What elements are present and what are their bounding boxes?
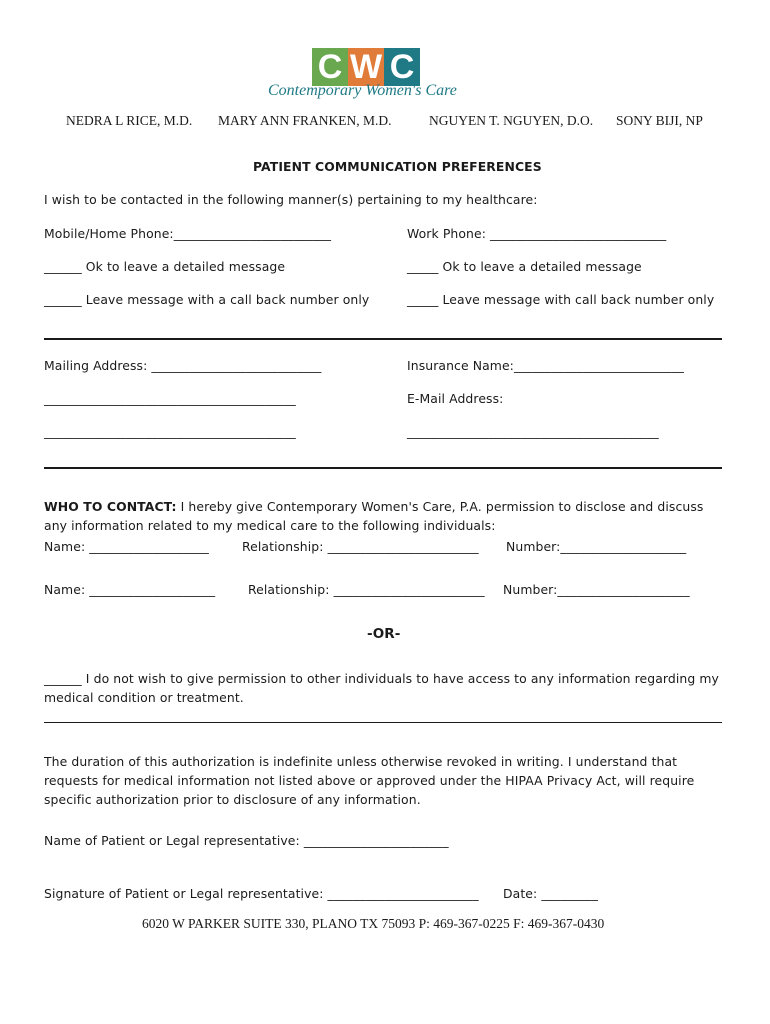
contact-1-name-field[interactable]: Name: ___________________ xyxy=(44,539,209,554)
signature-field[interactable]: Signature of Patient or Legal representative: ________________________ xyxy=(44,886,479,901)
intro-text: I wish to be contacted in the following manner(s) pertaining to my healthcare: xyxy=(44,192,538,207)
work-detailed-message-option[interactable]: _____ Ok to leave a detailed message xyxy=(407,259,642,274)
contact-1-number-field[interactable]: Number:____________________ xyxy=(506,539,687,554)
section-divider-3 xyxy=(44,722,722,723)
contact-2-relationship-field[interactable]: Relationship: ________________________ xyxy=(248,582,485,597)
email-address-field[interactable]: ________________________________________ xyxy=(407,424,659,439)
footer-address: 6020 W PARKER SUITE 330, PLANO TX 75093 P: 469-367-0225 F: 469-367-0430 xyxy=(142,916,605,931)
who-to-contact-heading: WHO TO CONTACT: xyxy=(44,499,177,514)
contact-1-relationship-field[interactable]: Relationship: ________________________ xyxy=(242,539,479,554)
patient-name-field[interactable]: Name of Patient or Legal representative: _______________________ xyxy=(44,833,449,848)
section-divider-2 xyxy=(44,467,722,469)
section-divider-1 xyxy=(44,338,722,340)
contact-2-name-field[interactable]: Name: ____________________ xyxy=(44,582,216,597)
mobile-phone-field[interactable]: Mobile/Home Phone:_________________________ xyxy=(44,226,332,241)
mailing-address-field[interactable]: Mailing Address: ___________________________ xyxy=(44,358,322,373)
logo-letter-c1: C xyxy=(312,48,348,86)
logo-letter-w: W xyxy=(349,48,383,86)
cwc-logo xyxy=(312,48,420,86)
who-to-contact-paragraph xyxy=(44,497,724,535)
date-field[interactable]: Date: _________ xyxy=(503,886,598,901)
provider-3: NGUYEN T. NGUYEN, D.O. xyxy=(429,113,594,128)
mailing-address-line-3[interactable]: ________________________________________ xyxy=(44,424,296,439)
no-permission-option[interactable]: ______ I do not wish to give permission to other individuals to have access to any information regarding my medical condition or treatment. xyxy=(44,671,719,705)
mobile-detailed-message-option[interactable]: ______ Ok to leave a detailed message xyxy=(44,259,286,274)
work-phone-field[interactable]: Work Phone: ____________________________ xyxy=(407,226,667,241)
form-title: PATIENT COMMUNICATION PREFERENCES xyxy=(253,159,542,174)
provider-2: MARY ANN FRANKEN, M.D. xyxy=(218,113,392,128)
or-separator: -OR- xyxy=(367,626,401,642)
email-address-label: E-Mail Address: xyxy=(407,391,504,406)
authorization-duration-text: The duration of this authorization is indefinite unless otherwise revoked in writing. I understand that requests for medical information not listed above or approved under the HIPAA Privacy Act, will require specific authorization prior to disclosure of any information. xyxy=(44,754,695,807)
mobile-callback-option[interactable]: ______ Leave message with a call back number only xyxy=(44,292,370,307)
provider-4: SONY BIJI, NP xyxy=(616,113,703,128)
work-callback-option[interactable]: _____ Leave message with call back number only xyxy=(407,292,715,307)
insurance-name-field[interactable]: Insurance Name:___________________________ xyxy=(407,358,684,373)
mailing-address-line-2[interactable]: ________________________________________ xyxy=(44,391,296,406)
logo-tagline: Contemporary Women's Care xyxy=(268,82,457,99)
provider-1: NEDRA L RICE, M.D. xyxy=(66,113,193,128)
who-to-contact-text: I hereby give Contemporary Women's Care, P.A. permission to disclose and discuss any information related to my medical care to the following individuals: xyxy=(44,499,704,533)
logo-letter-c2: C xyxy=(384,48,420,86)
contact-2-number-field[interactable]: Number:_____________________ xyxy=(503,582,690,597)
